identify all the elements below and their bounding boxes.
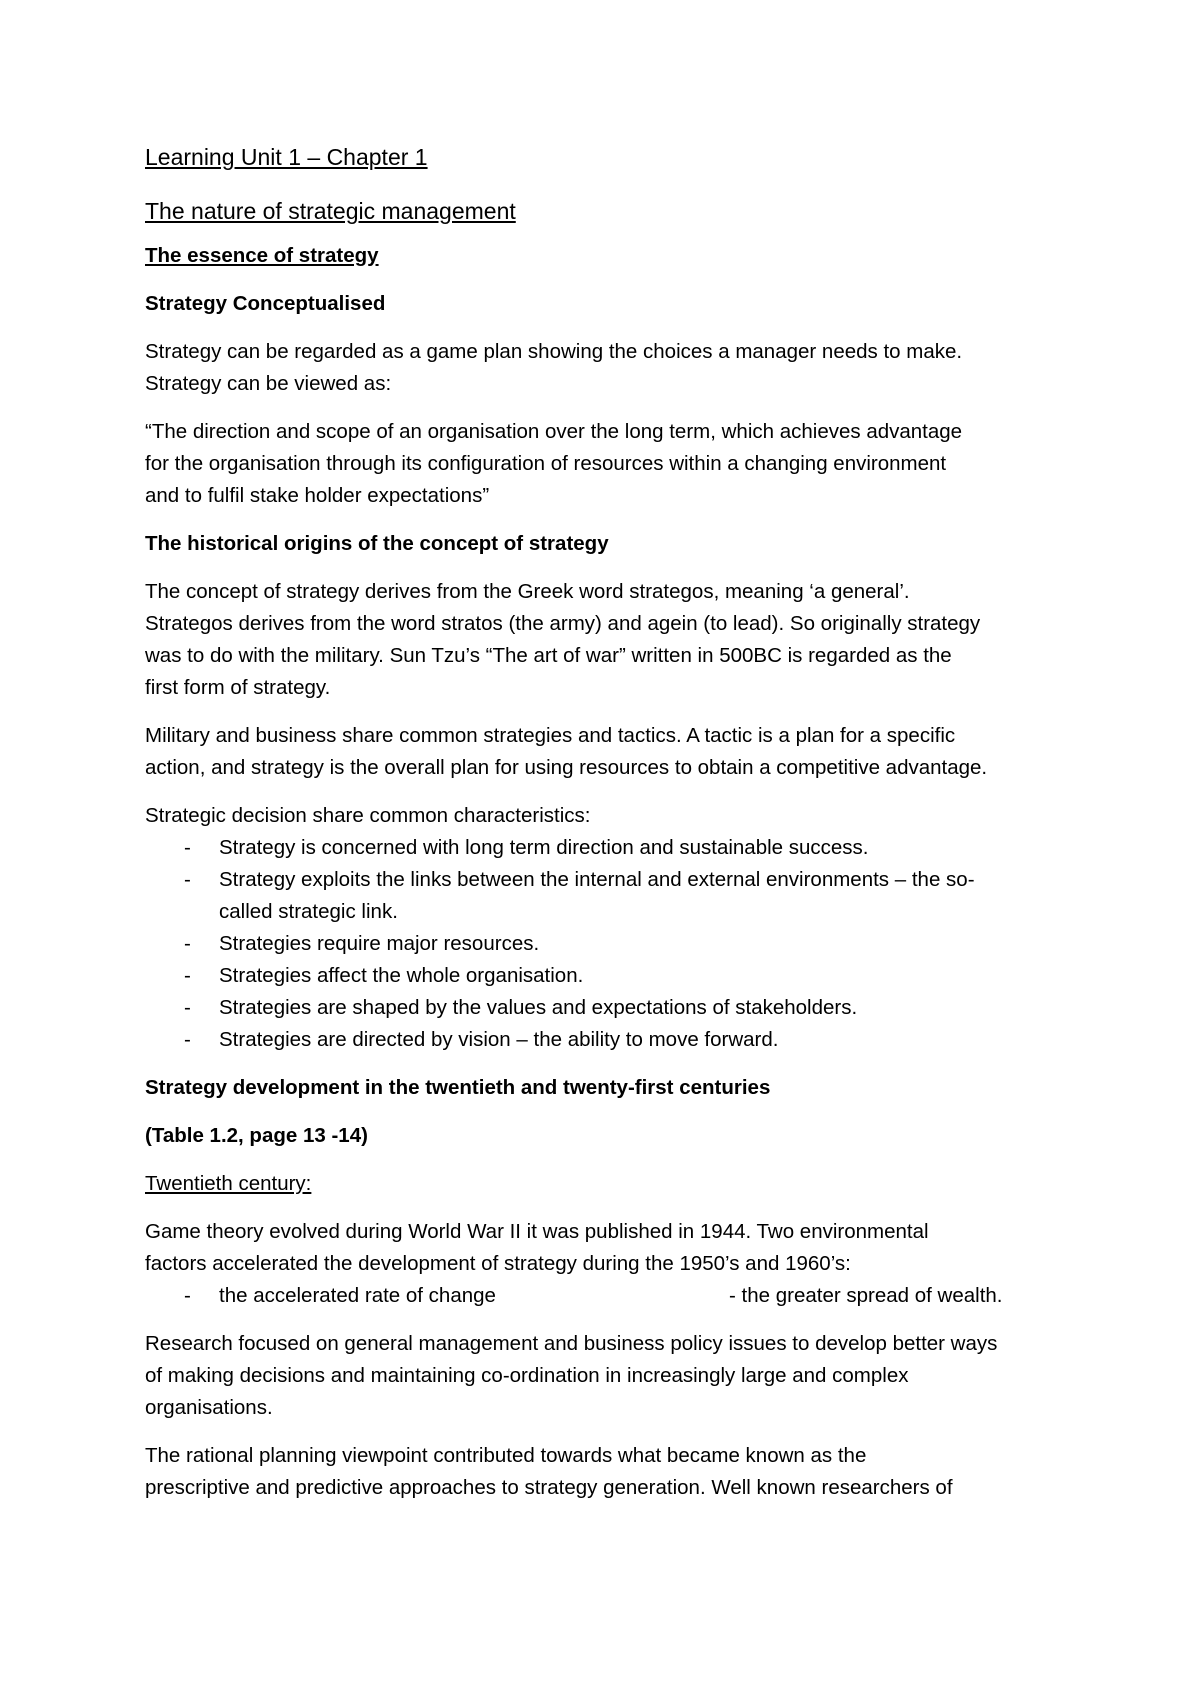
- dash-bullet: -: [184, 964, 191, 987]
- paragraph-research: [145, 1328, 1085, 1424]
- paragraph-line: prescriptive and predictive approaches to strategy generation. Well known researchers of: [145, 1476, 953, 1499]
- paragraph-rational-planning: [145, 1440, 1085, 1504]
- list-item-text: Strategy is concerned with long term direction and sustainable success.: [219, 836, 869, 859]
- document-subtitle: The nature of strategic management: [145, 198, 516, 224]
- paragraph-line: of making decisions and maintaining co-ordination in increasingly large and complex: [145, 1364, 909, 1387]
- paragraph-line: Strategos derives from the word stratos (the army) and agein (to lead). So originally strategy: [145, 612, 981, 635]
- paragraph-military-business: [145, 720, 1085, 784]
- list-item-text: Strategy exploits the links between the internal and external environments – the so-: [219, 868, 975, 891]
- list-item-text: Strategies affect the whole organisation.: [219, 964, 584, 987]
- paragraph-line: The concept of strategy derives from the Greek word strategos, meaning ‘a general’.: [145, 580, 910, 603]
- dash-bullet: -: [184, 1284, 191, 1307]
- paragraph-strategy-definition: [145, 336, 1085, 400]
- paragraph-line: was to do with the military. Sun Tzu’s “The art of war” written in 500BC is regarded as the: [145, 644, 952, 667]
- paragraph-game-theory: [145, 1216, 1085, 1280]
- table-reference: (Table 1.2, page 13 -14): [145, 1124, 368, 1147]
- dash-bullet: -: [184, 868, 191, 891]
- subheading-conceptualised: Strategy Conceptualised: [145, 292, 386, 315]
- dash-bullet: -: [184, 1028, 191, 1051]
- paragraph-line: The rational planning viewpoint contributed towards what became known as the: [145, 1444, 867, 1467]
- paragraph-line: organisations.: [145, 1396, 273, 1419]
- document-title: Learning Unit 1 – Chapter 1: [145, 144, 428, 170]
- list-item-continuation: [145, 896, 1085, 928]
- list-item: [145, 960, 1085, 992]
- list-item-text: Strategies require major resources.: [219, 932, 540, 955]
- list-item-text: Strategies are directed by vision – the ability to move forward.: [219, 1028, 779, 1051]
- document-page: [145, 140, 1085, 1504]
- quote-line: for the organisation through its configuration of resources within a changing environment: [145, 452, 947, 475]
- section-heading-development: Strategy development in the twentieth and twenty-first centuries: [145, 1076, 771, 1099]
- dash-bullet: -: [184, 836, 191, 859]
- paragraph-line: Research focused on general management and business policy issues to develop better ways: [145, 1332, 998, 1355]
- list-item-text: - the greater spread of wealth.: [729, 1284, 1003, 1307]
- list-item: [145, 992, 1085, 1024]
- list-item: [145, 864, 1085, 896]
- dash-bullet: -: [184, 996, 191, 1019]
- paragraph-origins: [145, 576, 1085, 704]
- paragraph-characteristics-intro: Strategic decision share common characteristics:: [145, 804, 591, 827]
- section-heading-essence: The essence of strategy: [145, 244, 379, 267]
- quote-block: [145, 416, 1085, 512]
- paragraph-line: Game theory evolved during World War II it was published in 1944. Two environmental: [145, 1220, 929, 1243]
- section-heading-origins: The historical origins of the concept of strategy: [145, 532, 609, 555]
- list-item: [145, 1280, 1085, 1312]
- list-item-text: called strategic link.: [219, 900, 398, 923]
- paragraph-line: action, and strategy is the overall plan for using resources to obtain a competitive advantage.: [145, 756, 988, 779]
- quote-line: “The direction and scope of an organisation over the long term, which achieves advantage: [145, 420, 963, 443]
- dash-bullet: -: [184, 932, 191, 955]
- paragraph-line: Military and business share common strategies and tactics. A tactic is a plan for a specific: [145, 724, 956, 747]
- paragraph-line: factors accelerated the development of strategy during the 1950’s and 1960’s:: [145, 1252, 851, 1275]
- list-item-text: the accelerated rate of change: [219, 1284, 496, 1307]
- list-item-text: Strategies are shaped by the values and expectations of stakeholders.: [219, 996, 858, 1019]
- paragraph-line: Strategy can be regarded as a game plan showing the choices a manager needs to make.: [145, 340, 963, 363]
- quote-line: and to fulfil stake holder expectations”: [145, 484, 490, 507]
- subheading-twentieth-century: Twentieth century:: [145, 1172, 312, 1195]
- paragraph-line: Strategy can be viewed as:: [145, 372, 392, 395]
- list-item: [145, 832, 1085, 864]
- list-item: [145, 928, 1085, 960]
- factors-list: [145, 1280, 1085, 1312]
- list-item: [145, 1024, 1085, 1056]
- paragraph-line: first form of strategy.: [145, 676, 331, 699]
- characteristics-list: [145, 832, 1085, 1056]
